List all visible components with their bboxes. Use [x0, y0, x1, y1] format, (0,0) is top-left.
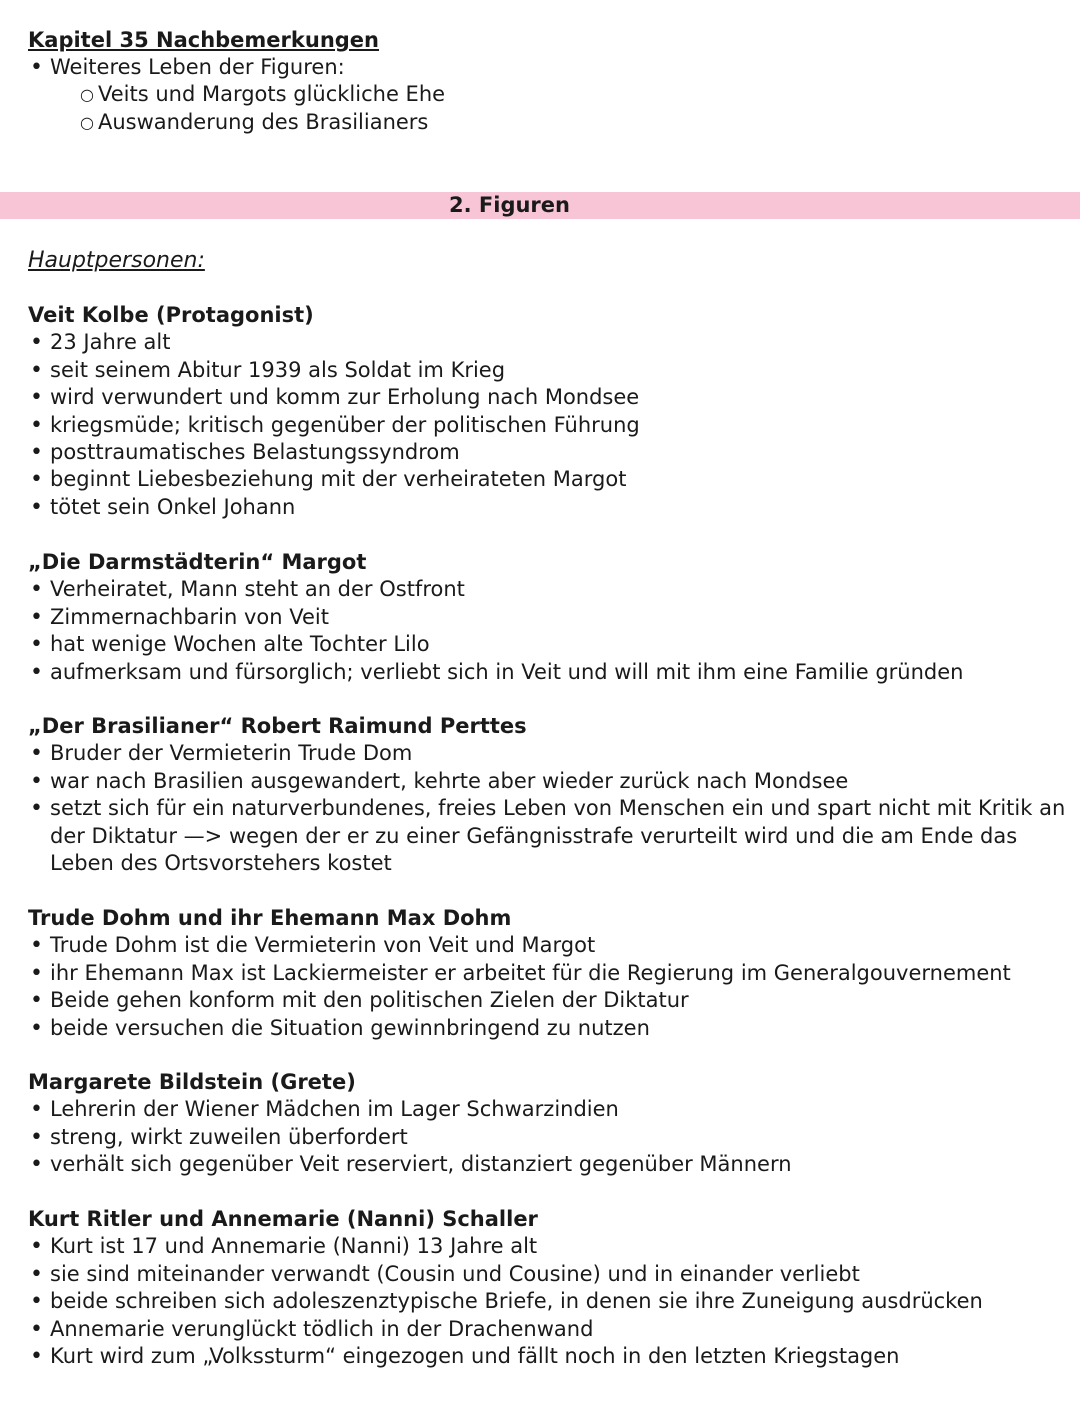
list-item: [28, 932, 1068, 959]
list-item: [28, 1288, 1068, 1315]
bullet-icon: •: [30, 1316, 43, 1342]
list-item: [28, 1343, 1068, 1370]
list-item: [28, 1261, 1068, 1288]
bullet-icon: •: [30, 494, 43, 520]
bullet-icon: •: [30, 385, 43, 411]
list-item: [28, 54, 1068, 81]
person-name: Veit Kolbe (Protagonist): [28, 303, 314, 327]
sub-item-text: Auswanderung des Brasilianers: [98, 109, 429, 134]
chapter-sub-list: [28, 81, 1068, 136]
list-item: [28, 1316, 1068, 1343]
bullet-icon: •: [30, 577, 43, 603]
section-heading: 2. Figuren: [449, 193, 570, 217]
chapter-bullet-list: [28, 54, 1068, 81]
person-veit-kolbe: [28, 302, 1068, 521]
list-item: [28, 1151, 1068, 1178]
list-item: [28, 795, 1068, 877]
main-persons-heading: Hauptpersonen:: [28, 248, 205, 273]
person-name: „Der Brasilianer“ Robert Raimund Perttes: [28, 714, 527, 738]
sub-item-text: Veits und Margots glückliche Ehe: [98, 82, 446, 107]
bullet-text: war nach Brasilien ausgewandert, kehrte aber wieder zurück nach Mondsee: [50, 768, 849, 793]
bullet-text: Beide gehen konform mit den politischen Zielen der Diktatur: [50, 988, 689, 1013]
circle-bullet-icon: ○: [80, 112, 94, 132]
person-margot: [28, 549, 1068, 686]
circle-bullet-icon: ○: [80, 85, 94, 105]
bullet-icon: •: [30, 1261, 43, 1287]
bullet-icon: •: [30, 1289, 43, 1315]
list-item: [28, 740, 1068, 767]
person-name: Kurt Ritler und Annemarie (Nanni) Schaller: [28, 1207, 538, 1231]
person-name: Margarete Bildstein (Grete): [28, 1070, 356, 1094]
bullet-text: beide schreiben sich adoleszenztypische Briefe, in denen sie ihre Zuneigung ausdrücken: [50, 1289, 983, 1314]
list-item: [28, 329, 1068, 356]
bullet-text: Bruder der Vermieterin Trude Dom: [50, 741, 413, 766]
bullet-text: aufmerksam und fürsorglich; verliebt sich in Veit und will mit ihm eine Familie gründen: [50, 659, 964, 684]
bullet-text: ihr Ehemann Max ist Lackiermeister er arbeitet für die Regierung im Generalgouvernement: [50, 960, 1011, 985]
list-item: [28, 631, 1068, 658]
chapter-title: Kapitel 35 Nachbemerkungen: [28, 28, 379, 52]
list-item: [28, 1233, 1068, 1260]
list-item: [28, 768, 1068, 795]
list-item: [28, 357, 1068, 384]
list-item: [28, 1096, 1068, 1123]
bullet-text: 23 Jahre alt: [50, 330, 171, 355]
list-item: [28, 960, 1068, 987]
bullet-icon: •: [30, 1097, 43, 1123]
bullet-text: streng, wirkt zuweilen überfordert: [50, 1124, 408, 1149]
bullet-text: setzt sich für ein naturverbundenes, freies Leben von Menschen ein und spart nicht mit Kritik an der Diktatur —> wegen der er zu einer Gefängnisstrafe verurteilt wird und die am Ende das Leben des Ortsvorstehers kostet: [50, 796, 1066, 876]
bullet-icon: •: [30, 768, 43, 794]
bullet-text: Kurt ist 17 und Annemarie (Nanni) 13 Jahre alt: [50, 1234, 538, 1259]
bullet-text: seit seinem Abitur 1939 als Soldat im Krieg: [50, 357, 506, 382]
bullet-text: beide versuchen die Situation gewinnbringend zu nutzen: [50, 1015, 650, 1040]
bullet-text: hat wenige Wochen alte Tochter Lilo: [50, 632, 430, 657]
list-item: [28, 412, 1068, 439]
bullet-text: kriegsmüde; kritisch gegenüber der politischen Führung: [50, 412, 640, 437]
list-item: [28, 1015, 1068, 1042]
person-bullet-list: [28, 932, 1068, 1042]
bullet-icon: •: [30, 1124, 43, 1150]
bullet-icon: •: [30, 55, 43, 80]
bullet-text: Trude Dohm ist die Vermieterin von Veit und Margot: [50, 933, 596, 958]
bullet-icon: •: [30, 1234, 43, 1260]
person-name: „Die Darmstädterin“ Margot: [28, 550, 367, 574]
person-bullet-list: [28, 576, 1068, 686]
list-item: [28, 494, 1068, 521]
bullet-icon: •: [30, 357, 43, 383]
bullet-text: Kurt wird zum „Volkssturm“ eingezogen und fällt noch in den letzten Kriegstagen: [50, 1344, 900, 1369]
bullet-icon: •: [30, 796, 43, 822]
bullet-text: Lehrerin der Wiener Mädchen im Lager Schwarzindien: [50, 1097, 619, 1122]
bullet-text: sie sind miteinander verwandt (Cousin und Cousine) und in einander verliebt: [50, 1261, 860, 1286]
person-dohm: [28, 905, 1068, 1042]
list-item: [28, 659, 1068, 686]
bullet-text: Weiteres Leben der Figuren:: [50, 55, 345, 79]
bullet-text: beginnt Liebesbeziehung mit der verheirateten Margot: [50, 467, 627, 492]
bullet-icon: •: [30, 741, 43, 767]
person-bullet-list: [28, 740, 1068, 877]
bullet-icon: •: [30, 1015, 43, 1041]
bullet-icon: •: [30, 960, 43, 986]
person-brasilianer: [28, 713, 1068, 877]
sub-list-item: [80, 81, 1068, 108]
bullet-text: posttraumatisches Belastungssyndrom: [50, 440, 460, 465]
bullet-icon: •: [30, 988, 43, 1014]
bullet-icon: •: [30, 467, 43, 493]
person-bullet-list: [28, 329, 1068, 521]
list-item: [28, 604, 1068, 631]
bullet-icon: •: [30, 933, 43, 959]
section-header-band: [0, 192, 1080, 219]
person-bullet-list: [28, 1096, 1068, 1178]
bullet-text: tötet sein Onkel Johann: [50, 494, 296, 519]
list-item: [28, 384, 1068, 411]
bullet-icon: •: [30, 412, 43, 438]
person-bullet-list: [28, 1233, 1068, 1370]
person-bildstein: [28, 1069, 1068, 1179]
bullet-icon: •: [30, 1152, 43, 1178]
chapter-block: [28, 27, 1068, 136]
bullet-icon: •: [30, 440, 43, 466]
bullet-text: Verheiratet, Mann steht an der Ostfront: [50, 577, 465, 602]
person-kurt-nanni: [28, 1206, 1068, 1370]
bullet-text: wird verwundert und komm zur Erholung nach Mondsee: [50, 385, 640, 410]
list-item: [28, 1124, 1068, 1151]
bullet-text: verhält sich gegenüber Veit reserviert, distanziert gegenüber Männern: [50, 1152, 792, 1177]
bullet-icon: •: [30, 330, 43, 356]
list-item: [28, 987, 1068, 1014]
bullet-icon: •: [30, 659, 43, 685]
list-item: [28, 576, 1068, 603]
list-item: [28, 466, 1068, 493]
person-name: Trude Dohm und ihr Ehemann Max Dohm: [28, 906, 512, 930]
bullet-text: Annemarie verunglückt tödlich in der Drachenwand: [50, 1316, 594, 1341]
sub-list-item: [80, 109, 1068, 136]
bullet-text: Zimmernachbarin von Veit: [50, 604, 329, 629]
bullet-icon: •: [30, 604, 43, 630]
bullet-icon: •: [30, 632, 43, 658]
bullet-icon: •: [30, 1344, 43, 1370]
list-item: [28, 439, 1068, 466]
